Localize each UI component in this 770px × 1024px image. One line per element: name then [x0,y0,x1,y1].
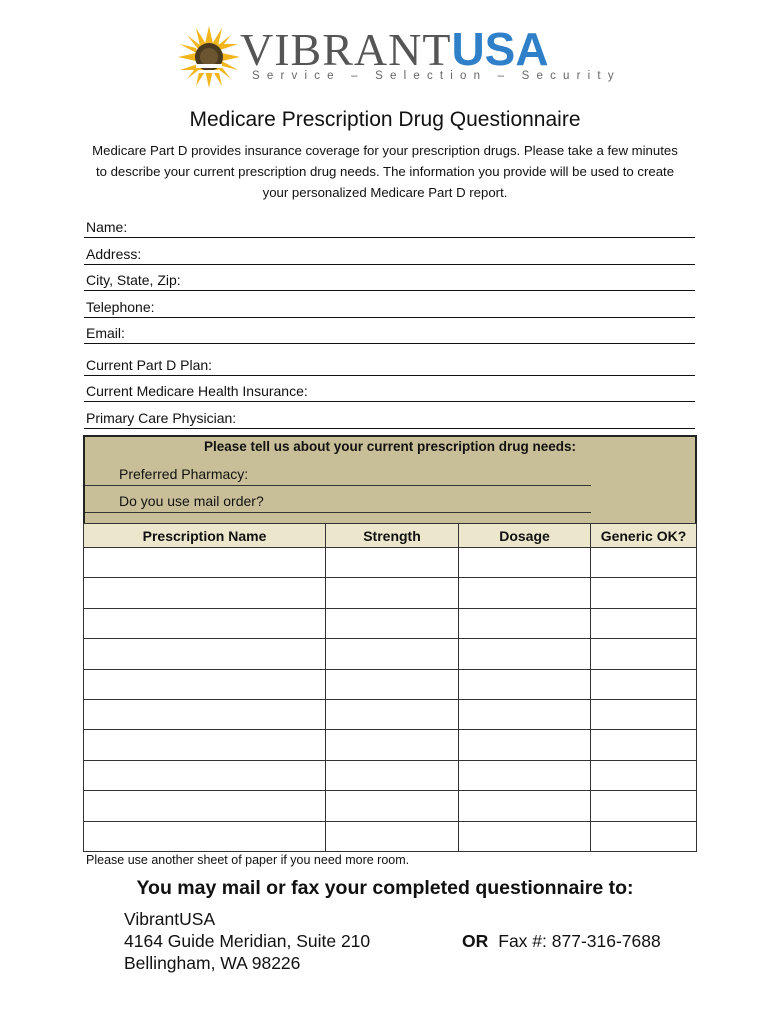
part-d-plan-field[interactable] [84,351,695,376]
mail-order-field[interactable] [85,488,591,513]
table-row [84,821,697,851]
col-generic-ok: Generic OK? [591,524,697,548]
table-cell[interactable] [84,639,326,669]
fax-info [462,930,661,952]
table-header-row [84,524,697,548]
table-row [84,608,697,638]
table-cell[interactable] [84,608,326,638]
table-cell[interactable] [459,548,591,578]
city-state-zip-field[interactable] [84,266,695,291]
email-field[interactable] [84,319,695,344]
address-label: Address: [86,246,142,262]
table-cell[interactable] [591,760,697,790]
table-row [84,639,697,669]
table-cell[interactable] [326,730,459,760]
vibrantusa-logo [176,23,621,90]
extra-sheet-note: Please use another sheet of paper if you need more room. [86,853,410,867]
address-city: Bellingham, WA 98226 [124,953,301,973]
or-label: OR [462,931,489,951]
table-cell[interactable] [591,548,697,578]
col-dosage: Dosage [459,524,591,548]
table-cell[interactable] [84,699,326,729]
table-cell[interactable] [326,578,459,608]
table-row [84,730,697,760]
telephone-field[interactable] [84,293,695,318]
table-cell[interactable] [459,639,591,669]
table-cell[interactable] [84,578,326,608]
table-row [84,791,697,821]
mail-fax-heading: You may mail or fax your completed questionnaire to: [136,877,634,899]
table-cell[interactable] [591,578,697,608]
fax-number: Fax #: 877-316-7688 [498,931,661,951]
table-cell[interactable] [591,608,697,638]
telephone-label: Telephone: [86,299,155,315]
table-cell[interactable] [84,730,326,760]
email-label: Email: [86,325,125,341]
table-row [84,760,697,790]
table-cell[interactable] [326,548,459,578]
col-prescription-name: Prescription Name [84,524,326,548]
table-cell[interactable] [84,760,326,790]
physician-label: Primary Care Physician: [86,410,237,426]
health-insurance-field[interactable] [84,377,695,402]
table-row [84,699,697,729]
table-cell[interactable] [459,821,591,851]
table-cell[interactable] [459,699,591,729]
city-state-zip-label: City, State, Zip: [86,272,181,288]
table-cell[interactable] [459,760,591,790]
address-company: VibrantUSA [124,909,216,929]
table-cell[interactable] [459,730,591,760]
drug-needs-heading: Please tell us about your current prescription drug needs: [203,439,577,454]
intro-paragraph: Medicare Part D provides insurance coverage for your prescription drugs. Please take a few minutes to describe your current prescription drug needs. The information you provide will be used to create your personalized Medicare Part D report. [92,143,678,200]
table-cell[interactable] [326,669,459,699]
table-cell[interactable] [326,760,459,790]
col-strength: Strength [326,524,459,548]
physician-field[interactable] [84,404,695,429]
mailing-address [124,908,370,974]
page-title: Medicare Prescription Drug Questionnaire [189,108,581,131]
table-cell[interactable] [84,791,326,821]
health-insurance-label: Current Medicare Health Insurance: [86,383,308,399]
table-cell[interactable] [459,791,591,821]
mail-order-label: Do you use mail order? [119,493,264,509]
table-cell[interactable] [591,730,697,760]
table-row [84,578,697,608]
preferred-pharmacy-label: Preferred Pharmacy: [119,466,249,482]
drug-needs-panel [83,435,697,527]
address-street: 4164 Guide Meridian, Suite 210 [124,931,371,951]
sunflower-icon [176,24,242,90]
preferred-pharmacy-field[interactable] [85,461,591,486]
table-cell[interactable] [326,639,459,669]
table-cell[interactable] [326,821,459,851]
table-cell[interactable] [326,699,459,729]
table-cell[interactable] [84,821,326,851]
prescription-table [83,523,697,852]
logo-brand-text: VIBRANT [240,24,452,75]
table-cell[interactable] [591,821,697,851]
table-cell[interactable] [591,791,697,821]
logo-brand-accent: USA [451,23,549,75]
table-cell[interactable] [591,639,697,669]
logo-brand [240,23,549,75]
table-row [84,669,697,699]
part-d-plan-label: Current Part D Plan: [86,357,213,373]
table-cell[interactable] [591,669,697,699]
table-cell[interactable] [459,669,591,699]
name-field[interactable] [84,213,695,238]
table-cell[interactable] [591,699,697,729]
address-field[interactable] [84,240,695,265]
table-cell[interactable] [459,578,591,608]
table-cell[interactable] [459,608,591,638]
name-label: Name: [86,219,128,235]
table-cell[interactable] [84,669,326,699]
table-cell[interactable] [84,548,326,578]
table-row [84,548,697,578]
logo-tagline: Service – Selection – Security [252,70,621,82]
table-cell[interactable] [326,791,459,821]
table-cell[interactable] [326,608,459,638]
